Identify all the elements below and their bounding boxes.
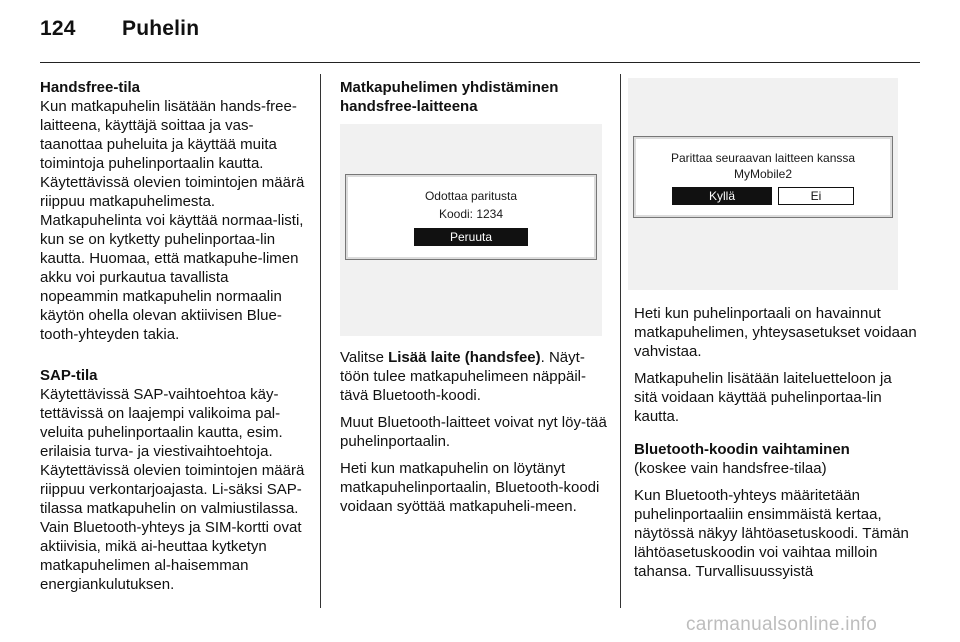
paragraph-enter-code: Heti kun matkapuhelin on löytänyt matkapuhelinportaalin, Bluetooth-koodi voidaan syöttää matkapuheli-meen. [340, 460, 600, 515]
section-heading-handsfree: Handsfree-tila [40, 79, 141, 96]
page-number: 124 [40, 17, 76, 40]
dialog-line-device-name: MyMobile2 [733, 167, 793, 181]
yes-button[interactable]: Kyllä [672, 187, 772, 205]
section-heading-change-code: Bluetooth-koodin vaihtaminen [634, 441, 850, 458]
dialog-line-code: Koodi: 1234 [438, 207, 504, 221]
pairing-dialog [345, 174, 597, 260]
text-add-device: Lisää laite (handsfee) [388, 349, 541, 366]
paragraph-sap: Käytettävissä SAP-vaihtoehtoa käy-tettävissä on laajempi valikoima pal-veluita puhelinportaalin kautta, esim. erilaisia turva- ja viestivaihtoehtoja. Käytettävissä olevien toimintojen määrä riippuu verkontarjoajasta. Li-säksi SAP-tilassa matkapuhelin on valmiustilassa. Vain Bluetooth-yhteys ja SIM-kortti ovat aktiivisia, mikä ai-heuttaa kytketyn matkapuhelimen al-haisemman energiankulutuksen. [40, 386, 305, 593]
header-rule [40, 62, 920, 63]
screen-illustration-pairing [340, 124, 602, 336]
text-select-prefix: Valitse [340, 349, 389, 366]
dialog-line-pair-with: Parittaa seuraavan laitteen kanssa [670, 151, 856, 165]
screen-illustration-confirm [628, 78, 898, 290]
no-button[interactable]: Ei [778, 187, 854, 205]
section-heading-sap: SAP-tila [40, 367, 98, 384]
paragraph-confirm: Heti kun puhelinportaali on havainnut matkapuhelimen, yhteysasetukset voidaan vahvistaa. [634, 305, 917, 360]
watermark-logo: carmanualsonline.info [686, 614, 878, 635]
dialog-line-waiting: Odottaa paritusta [424, 189, 518, 203]
confirm-dialog [633, 136, 893, 218]
section-heading-pairing: Matkapuhelimen yhdistäminen handsfree-laitteena [340, 79, 559, 115]
column-divider-2 [620, 74, 621, 608]
cancel-button[interactable]: Peruuta [414, 228, 528, 246]
column-3 [634, 78, 918, 589]
column-divider-1 [320, 74, 321, 608]
page-header [40, 17, 199, 41]
paragraph-device-list: Matkapuhelin lisätään laiteluetteloon ja sitä voidaan käyttää puhelinportaa-lin kautta. [634, 370, 892, 425]
paragraph-handsfree: Kun matkapuhelin lisätään hands-free-laitteena, käyttäjä soittaa ja vas-taanottaa puheluita ja käyttää muita toimintoja puhelinportaalin kautta. Käytettävissä olevien toimintojen määrä riippuu matkapuhelimesta. Matkapuhelinta voi käyttää normaa-listi, kun se on kytketty puhelinportaa-lin kautta. Huomaa, että matkapuhe-limen akku voi purkautua tavallista nopeammin matkapuhelin normaalin käytön ohella olevan aktiivisen Blue-tooth-yhteyden takia. [40, 98, 305, 343]
paragraph-select [340, 348, 608, 405]
column-1 [40, 78, 308, 602]
paragraph-discover: Muut Bluetooth-laitteet voivat nyt löy-tää puhelinportaalin. [340, 414, 607, 450]
text-select-suffix: . Näyt-töön tulee matkapuhelimeen näppäil-tävä Bluetooth-koodi. [340, 349, 586, 404]
paragraph-handsfree-only: (koskee vain handsfree-tilaa) [634, 460, 827, 477]
paragraph-initial-code: Kun Bluetooth-yhteys määritetään puhelinportaaliin ensimmäistä kertaa, näytössä näkyy lähtöasetuskoodi. Tämän lähtöasetuskoodin voi vaihtaa milloin tahansa. Turvallisuussyistä [634, 487, 909, 580]
column-2 [340, 78, 608, 524]
page-title: Puhelin [122, 17, 200, 40]
